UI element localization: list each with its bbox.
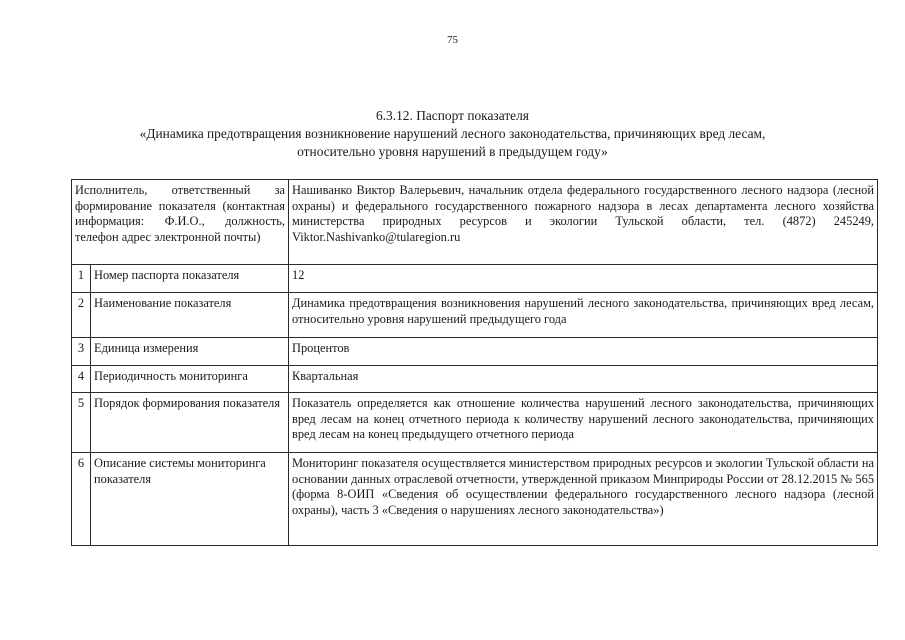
row-value: Динамика предотвращения возникновения нарушений лесного законодательства, причиняющих вред лесам, относительно уровня нарушений предыдущего года [289,293,878,338]
indicator-passport-table [71,179,878,546]
row-label: Единица измерения [91,338,289,366]
heading-indicator-name-line1: «Динамика предотвращения возникновение нарушений лесного законодательства, причиняющих вред лесам, [139,126,766,141]
row-label: Номер паспорта показателя [91,265,289,293]
executor-value: Нашиванко Виктор Валерьевич, начальник отдела федерального государственного лесного надзора (лесной охраны) и федерального государственного пожарного надзора в лесах департамента лесного хозяйства министерства природных ресурсов и экологии Тульской области, тел. (4872) 245249, Viktor.Nashivanko@tularegion.ru [289,180,878,265]
row-value: Показатель определяется как отношение количества нарушений лесного законодательства, причиняющих вред лесам на конец отчетного периода к количеству нарушений лесного законодательства, причиняющих вред лесам на конец предыдущего отчетного периода [289,393,878,453]
row-label: Наименование показателя [91,293,289,338]
row-number: 5 [72,393,91,453]
table-row [72,453,878,546]
table-row [72,265,878,293]
page-number: 75 [447,34,458,46]
executor-label: Исполнитель, ответственный за формирование показателя (контактная информация: Ф.И.О., должность, телефон адрес электронной почты) [72,180,289,265]
row-number: 1 [72,265,91,293]
passport-heading [60,107,845,161]
row-label: Описание системы мониторинга показателя [91,453,289,546]
heading-indicator-name-line2: относительно уровня нарушений в предыдущем году» [297,144,608,159]
row-number: 4 [72,366,91,393]
row-label: Периодичность мониторинга [91,366,289,393]
table-row [72,393,878,453]
row-number: 2 [72,293,91,338]
row-value: 12 [289,265,878,293]
table-row [72,366,878,393]
row-number: 3 [72,338,91,366]
row-number: 6 [72,453,91,546]
table-row [72,293,878,338]
heading-section-title: 6.3.12. Паспорт показателя [376,108,529,123]
row-value: Квартальная [289,366,878,393]
table-row-executor [72,180,878,265]
row-value: Мониторинг показателя осуществляется министерством природных ресурсов и экологии Тульской области на основании данных отраслевой отчетности, утвержденной приказом Минприроды России от 28.12.2015 № 565 (форма 8-ОИП «Сведения об осуществлении федерального государственного лесного надзора (лесной охраны), часть 3 «Сведения о нарушениях лесного законодательства») [289,453,878,546]
table-row [72,338,878,366]
row-value: Процентов [289,338,878,366]
row-label: Порядок формирования показателя [91,393,289,453]
